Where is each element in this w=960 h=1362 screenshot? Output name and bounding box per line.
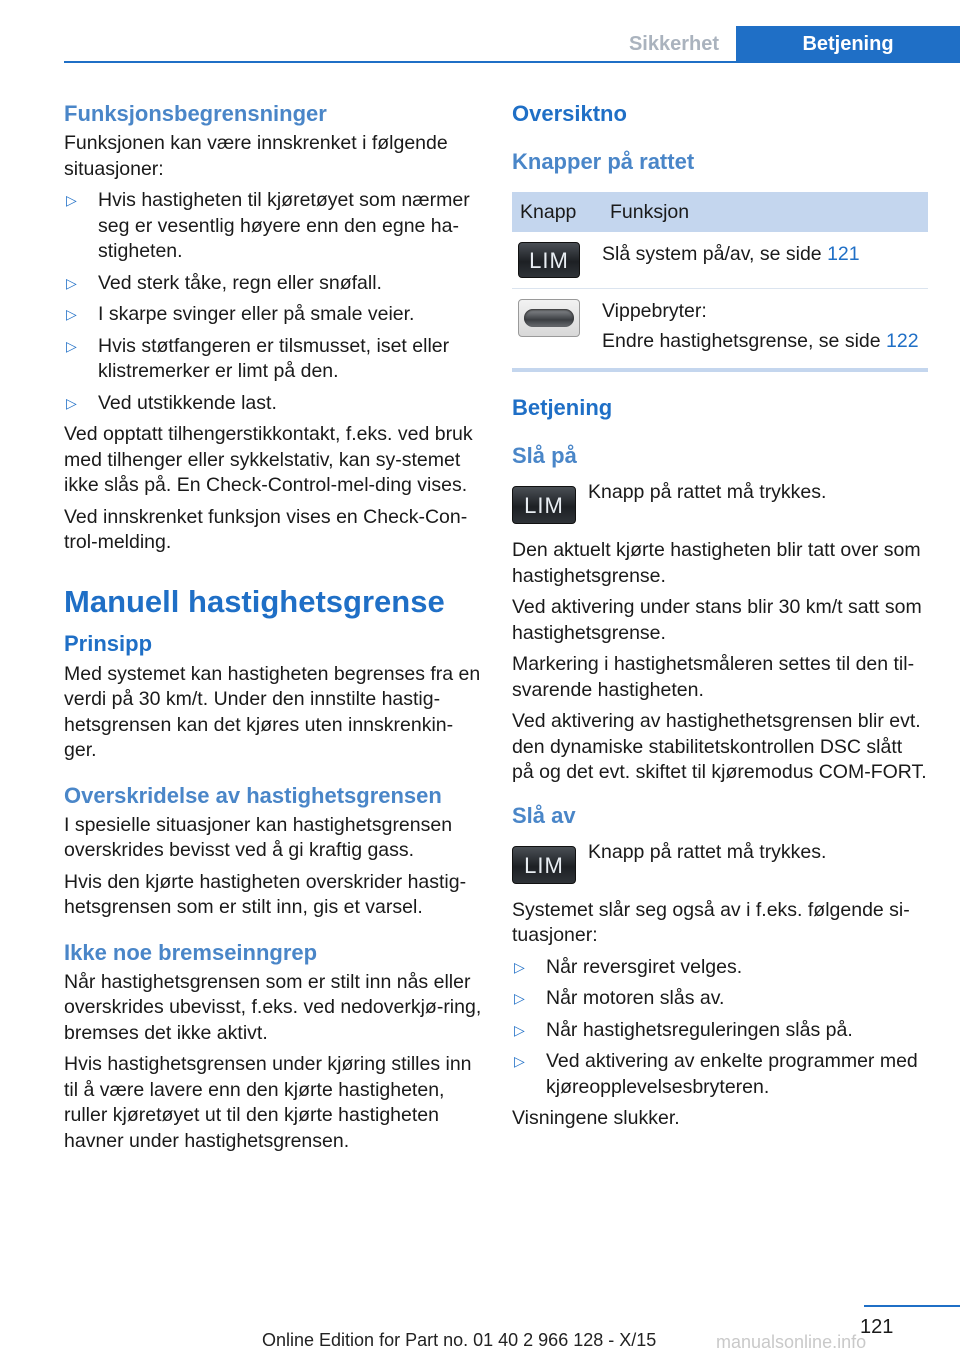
table-row — [512, 232, 928, 289]
sla-pa-paragraph-2: Ved aktivering under stans blir 30 km/t satt som hastighetsgrense. — [512, 596, 922, 644]
left-column — [64, 100, 482, 1160]
oversikt-heading: Oversiktno — [512, 101, 627, 126]
bullet-triangle-icon: ▷ — [66, 337, 77, 354]
column-header-funksjon: Funksjon — [602, 192, 928, 232]
sla-av-press-text: Knapp på rattet må trykkes. — [588, 840, 827, 863]
bullet-triangle-icon: ▷ — [514, 1053, 525, 1069]
page-number: 121 — [860, 1316, 894, 1338]
page-link-122[interactable]: 122 — [886, 329, 919, 352]
rocker-switch-icon — [518, 299, 580, 337]
bullet-triangle-icon: ▷ — [66, 274, 77, 291]
sla-pa-paragraph-1: Den aktuelt kjørte hastigheten blir tatt over som hastighetsgrense. — [512, 539, 921, 587]
list-item: ▷ Når reversgiret velges. — [512, 955, 928, 981]
row2-line2: Endre hastighetsgrense, se side — [602, 329, 887, 352]
prinsipp-paragraph: Med systemet kan hastigheten begrenses fra en verdi på 30 km/t. Under den innstilte hastig-hetsgrensen kan det kjøres uten innskrenkin-ger. — [64, 662, 481, 761]
bullet-triangle-icon: ▷ — [66, 394, 77, 411]
tab-betjening[interactable]: Betjening — [736, 26, 960, 62]
sla-pa-paragraph-3: Markering i hastighetsmåleren settes til den til-svarende hastigheten. — [512, 653, 915, 701]
list-item: ▷ Ved aktivering av enkelte programmer med kjøreopplevelsesbryteren. — [514, 1050, 918, 1098]
bullet-triangle-icon: ▷ — [514, 990, 525, 1006]
sla-av-instruction — [512, 840, 928, 884]
row2-line1: Vippebryter: — [602, 300, 707, 322]
online-edition-note: Online Edition for Part no. 01 40 2 966 128 - X/15 — [262, 1330, 657, 1350]
ikke-bremseinngrep-heading: Ikke noe bremseinngrep — [64, 939, 318, 965]
lim-button-icon: LIM — [512, 846, 576, 884]
list-item: ▷ Ved sterk tåke, regn eller snøfall. — [64, 271, 482, 297]
sla-av-heading: Slå av — [512, 802, 576, 828]
sla-pa-paragraph-4: Ved aktivering av hastighethetsgrensen blir evt. den dynamiske stabilitetskontrollen DSC slått på og det evt. skiftet til kjøremodus COM-FORT. — [512, 710, 927, 783]
list-item: ▷ Hvis hastigheten til kjøretøyet som nærmer seg er vesentlig høyere enn den egne ha-stigheten. — [66, 189, 470, 262]
sla-pa-press-text: Knapp på rattet må trykkes. — [588, 481, 827, 503]
funk-list — [64, 188, 482, 416]
lim-button-icon: LIM — [512, 486, 576, 524]
tab-sikkerhet[interactable]: Sikkerhet — [628, 33, 720, 55]
bullet-triangle-icon: ▷ — [514, 1021, 525, 1038]
list-item: ▷ I skarpe svinger eller på smale veier. — [64, 302, 482, 328]
funk-paragraph-1: Ved opptatt tilhengerstikkontakt, f.eks. ved bruk med tilhenger eller sykkelstativ, kan sy-stemet ikke slås på. En Check-Control-mel-ding vises. — [64, 423, 473, 496]
list-item: ▷ Ved utstikkende last. — [64, 391, 482, 417]
sla-av-paragraph-2: Visningene slukker. — [512, 1107, 680, 1129]
bullet-triangle-icon: ▷ — [66, 306, 77, 322]
sla-pa-instruction — [512, 480, 928, 524]
button-table — [512, 192, 928, 372]
page-link-121[interactable]: 121 — [827, 243, 860, 265]
sla-av-list — [512, 955, 928, 1101]
overskridelse-paragraph-2: Hvis den kjørte hastigheten overskrider hastig-hetsgrensen som er stilt inn, gis et varsel. — [64, 870, 467, 918]
watermark: manualsonline.info — [716, 1332, 867, 1352]
table-row — [512, 289, 928, 371]
column-header-knapp: Knapp — [512, 192, 602, 232]
right-column — [512, 100, 928, 1138]
prinsipp-heading: Prinsipp — [64, 630, 153, 656]
row1-text: Slå system på/av, se side — [602, 243, 828, 265]
sla-pa-heading: Slå på — [512, 443, 577, 468]
list-item: ▷ Når motoren slås av. — [512, 986, 928, 1012]
overskridelse-paragraph-1: I spesielle situasjoner kan hastighetsgrensen overskrides bevisst ved å gi kraftig gass. — [64, 813, 453, 861]
funk-intro: Funksjonen kan være innskrenket i følgende situasjoner: — [64, 132, 448, 180]
funk-paragraph-2: Ved innskrenket funksjon vises en Check-Con-trol-melding. — [64, 505, 468, 553]
ikke-paragraph-2: Hvis hastighetsgrensen under kjøring stilles inn til å være lavere enn den kjørte hastigheten, ruller kjøretøyet ut til den kjørte hastigheten havner under hastighetsgrensen. — [64, 1053, 472, 1152]
footer-rule — [864, 1305, 960, 1307]
betjening-heading: Betjening — [512, 395, 613, 420]
list-item: ▷ Hvis støtfangeren er tilsmusset, iset eller klistremerker er limt på den. — [66, 334, 450, 382]
sla-av-paragraph-1: Systemet slår seg også av i f.eks. følgende si-tuasjoner: — [512, 898, 910, 946]
overskridelse-heading: Overskridelse av hastighetsgrensen — [64, 782, 442, 808]
page-title: Manuell hastighetsgrense — [64, 583, 445, 619]
lim-button-icon: LIM — [518, 242, 580, 278]
knapper-heading: Knapper på rattet — [512, 149, 695, 174]
list-item: ▷ Når hastighetsreguleringen slås på. — [512, 1018, 928, 1044]
ikke-paragraph-1: Når hastighetsgrensen som er stilt inn nås eller overskrides ubevisst, f.eks. ved nedoverkjø-ring, bremses det ikke aktivt. — [64, 970, 482, 1044]
header-rule — [64, 61, 960, 63]
bullet-triangle-icon: ▷ — [66, 192, 77, 208]
bullet-triangle-icon: ▷ — [514, 958, 525, 975]
funksjonsbegrensninger-heading: Funksjonsbegrensninger — [64, 101, 327, 126]
